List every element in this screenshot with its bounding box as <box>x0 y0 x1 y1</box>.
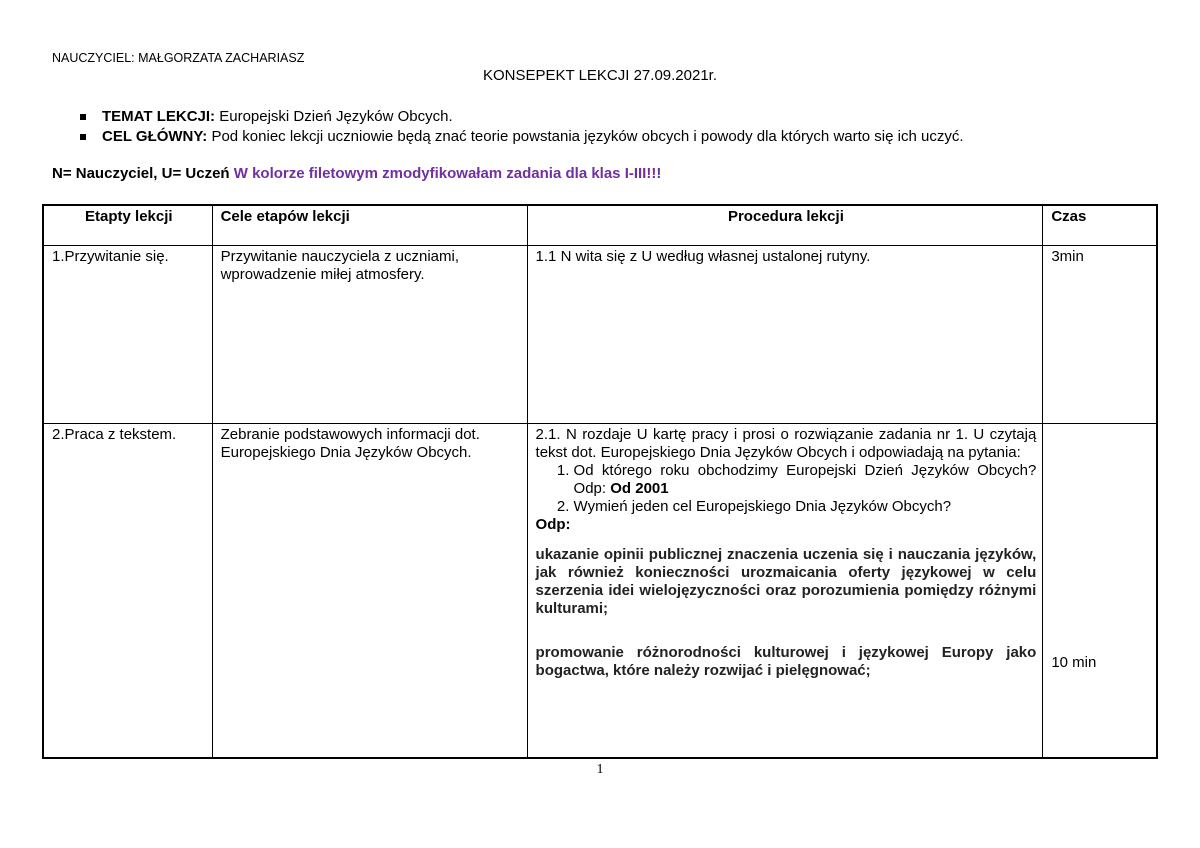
header-goals: Cele etapów lekcji <box>212 205 527 245</box>
question-1-answer: Od 2001 <box>610 479 669 497</box>
table-row <box>43 423 1157 758</box>
row2-procedure-intro: 2.1. N rozdaje U kartę pracy i prosi o rozwiązanie zadania nr 1. U czytają tekst dot. Europejskiego Dnia Języków Obcych i odpowiadają na pytania: <box>535 425 1037 461</box>
row1-stage: 1.Przywitanie się. <box>43 245 212 423</box>
row2-goal: Zebranie podstawowych informacji dot. Europejskiego Dnia Języków Obcych. <box>212 423 527 758</box>
row1-procedure: 1.1 N wita się z U według własnej ustalonej rutyny. <box>527 245 1043 423</box>
page-number: 1 <box>596 762 604 777</box>
topic-label: TEMAT LEKCJI: <box>102 108 216 125</box>
goal-text: Pod koniec lekcji uczniowie będą znać teorie powstania języków obcych i powody dla których warto się ich uczyć. <box>207 128 964 145</box>
list-item-goal <box>80 127 964 147</box>
header-stages: Etapty lekcji <box>43 205 212 245</box>
topic-text: Europejski Dzień Języków Obcych. <box>215 108 453 125</box>
question-1-text: Od którego roku obchodzimy Europejski Dzień Języków Obcych? Odp: <box>573 461 1037 497</box>
table-row <box>43 245 1157 423</box>
answer-label: Odp: <box>535 515 571 533</box>
header-procedure: Procedura lekcji <box>527 205 1043 245</box>
row1-goal: Przywitanie nauczyciela z uczniami, wprowadzenie miłej atmosfery. <box>212 245 527 423</box>
legend-purple-note: W kolorze filetowym zmodyfikowałam zadania dla klas I-III!!! <box>233 165 662 182</box>
lesson-plan-table <box>42 204 1158 759</box>
table-header-row <box>43 205 1157 245</box>
answer-2: promowanie różnorodności kulturowej i językowej Europy jako bogactwa, które należy rozwijać i pielęgnować; <box>535 643 1037 679</box>
question-list <box>536 462 1037 516</box>
document-title: KONSEPEKT LEKCJI 27.09.2021r. <box>482 67 718 84</box>
row2-stage: 2.Praca z tekstem. <box>43 423 212 758</box>
answer-1: ukazanie opinii publicznej znaczenia uczenia się i nauczania języków, jak również konieczności urozmaicania oferty językowej w celu szerzenia idei wielojęzyczności oraz porozumienia pomiędzy różnymi kulturami; <box>535 545 1037 617</box>
teacher-name: NAUCZYCIEL: MAŁGORZATA ZACHARIASZ <box>52 51 305 65</box>
list-item-topic <box>80 107 964 127</box>
row2-procedure <box>527 423 1043 758</box>
lesson-info-list <box>80 107 964 147</box>
header-time: Czas <box>1043 205 1157 245</box>
row2-time-value: 10 min <box>1051 653 1097 671</box>
row2-time <box>1043 423 1157 758</box>
question-1 <box>574 462 1037 498</box>
question-2: 2. Wymień jeden cel Europejskiego Dnia Języków Obcych? <box>574 498 1037 516</box>
goal-label: CEL GŁÓWNY: <box>102 128 208 145</box>
legend-text: N= Nauczyciel, U= Uczeń <box>52 165 234 182</box>
legend <box>52 165 661 182</box>
row1-time: 3min <box>1043 245 1157 423</box>
